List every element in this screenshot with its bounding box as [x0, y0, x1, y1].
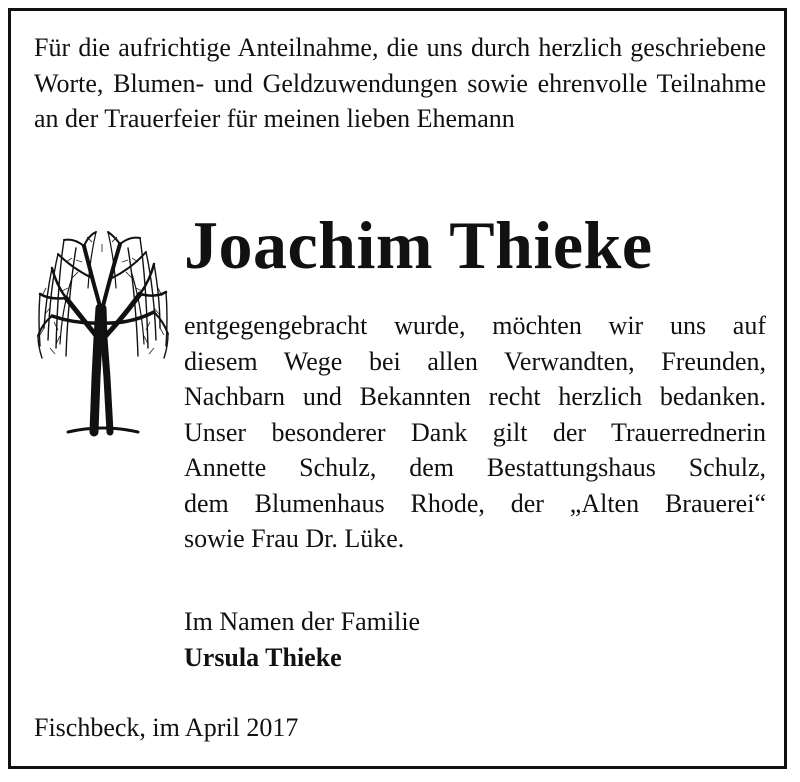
body-line: diesem Wege bei allen Verwandten, Freunden,	[184, 346, 766, 376]
signer-name: Ursula Thieke	[184, 642, 342, 672]
signature-block	[184, 604, 420, 675]
intro-text: Für die aufrichtige Anteilnahme, die uns durch herzlich geschriebene Worte, Blumen- und Geldzuwendungen sowie ehrenvolle Teilnahme an der Trauerfeier für meinen lieben Ehemann	[34, 33, 766, 133]
thanks-body	[184, 308, 766, 557]
body-line: entgegengebracht wurde, möchten wir uns auf	[184, 311, 766, 340]
body-line: sowie Frau Dr. Lüke.	[184, 524, 405, 553]
tree-icon	[32, 228, 172, 438]
body-line: Annette Schulz, dem Bestattungshaus Schulz,	[184, 453, 766, 482]
body-line: dem Blumenhaus Rhode, der „Alten Brauerei“	[184, 488, 766, 518]
place-date: Fischbeck, im April 2017	[34, 713, 299, 742]
closing-line: Im Namen der Familie	[184, 607, 421, 636]
body-line: Nachbarn und Bekannten recht herzlich bedanken.	[184, 382, 766, 411]
body-line: Unser besonderer Dank gilt der Trauerrednerin	[184, 417, 766, 447]
deceased-name: Joachim Thieke	[184, 207, 653, 283]
